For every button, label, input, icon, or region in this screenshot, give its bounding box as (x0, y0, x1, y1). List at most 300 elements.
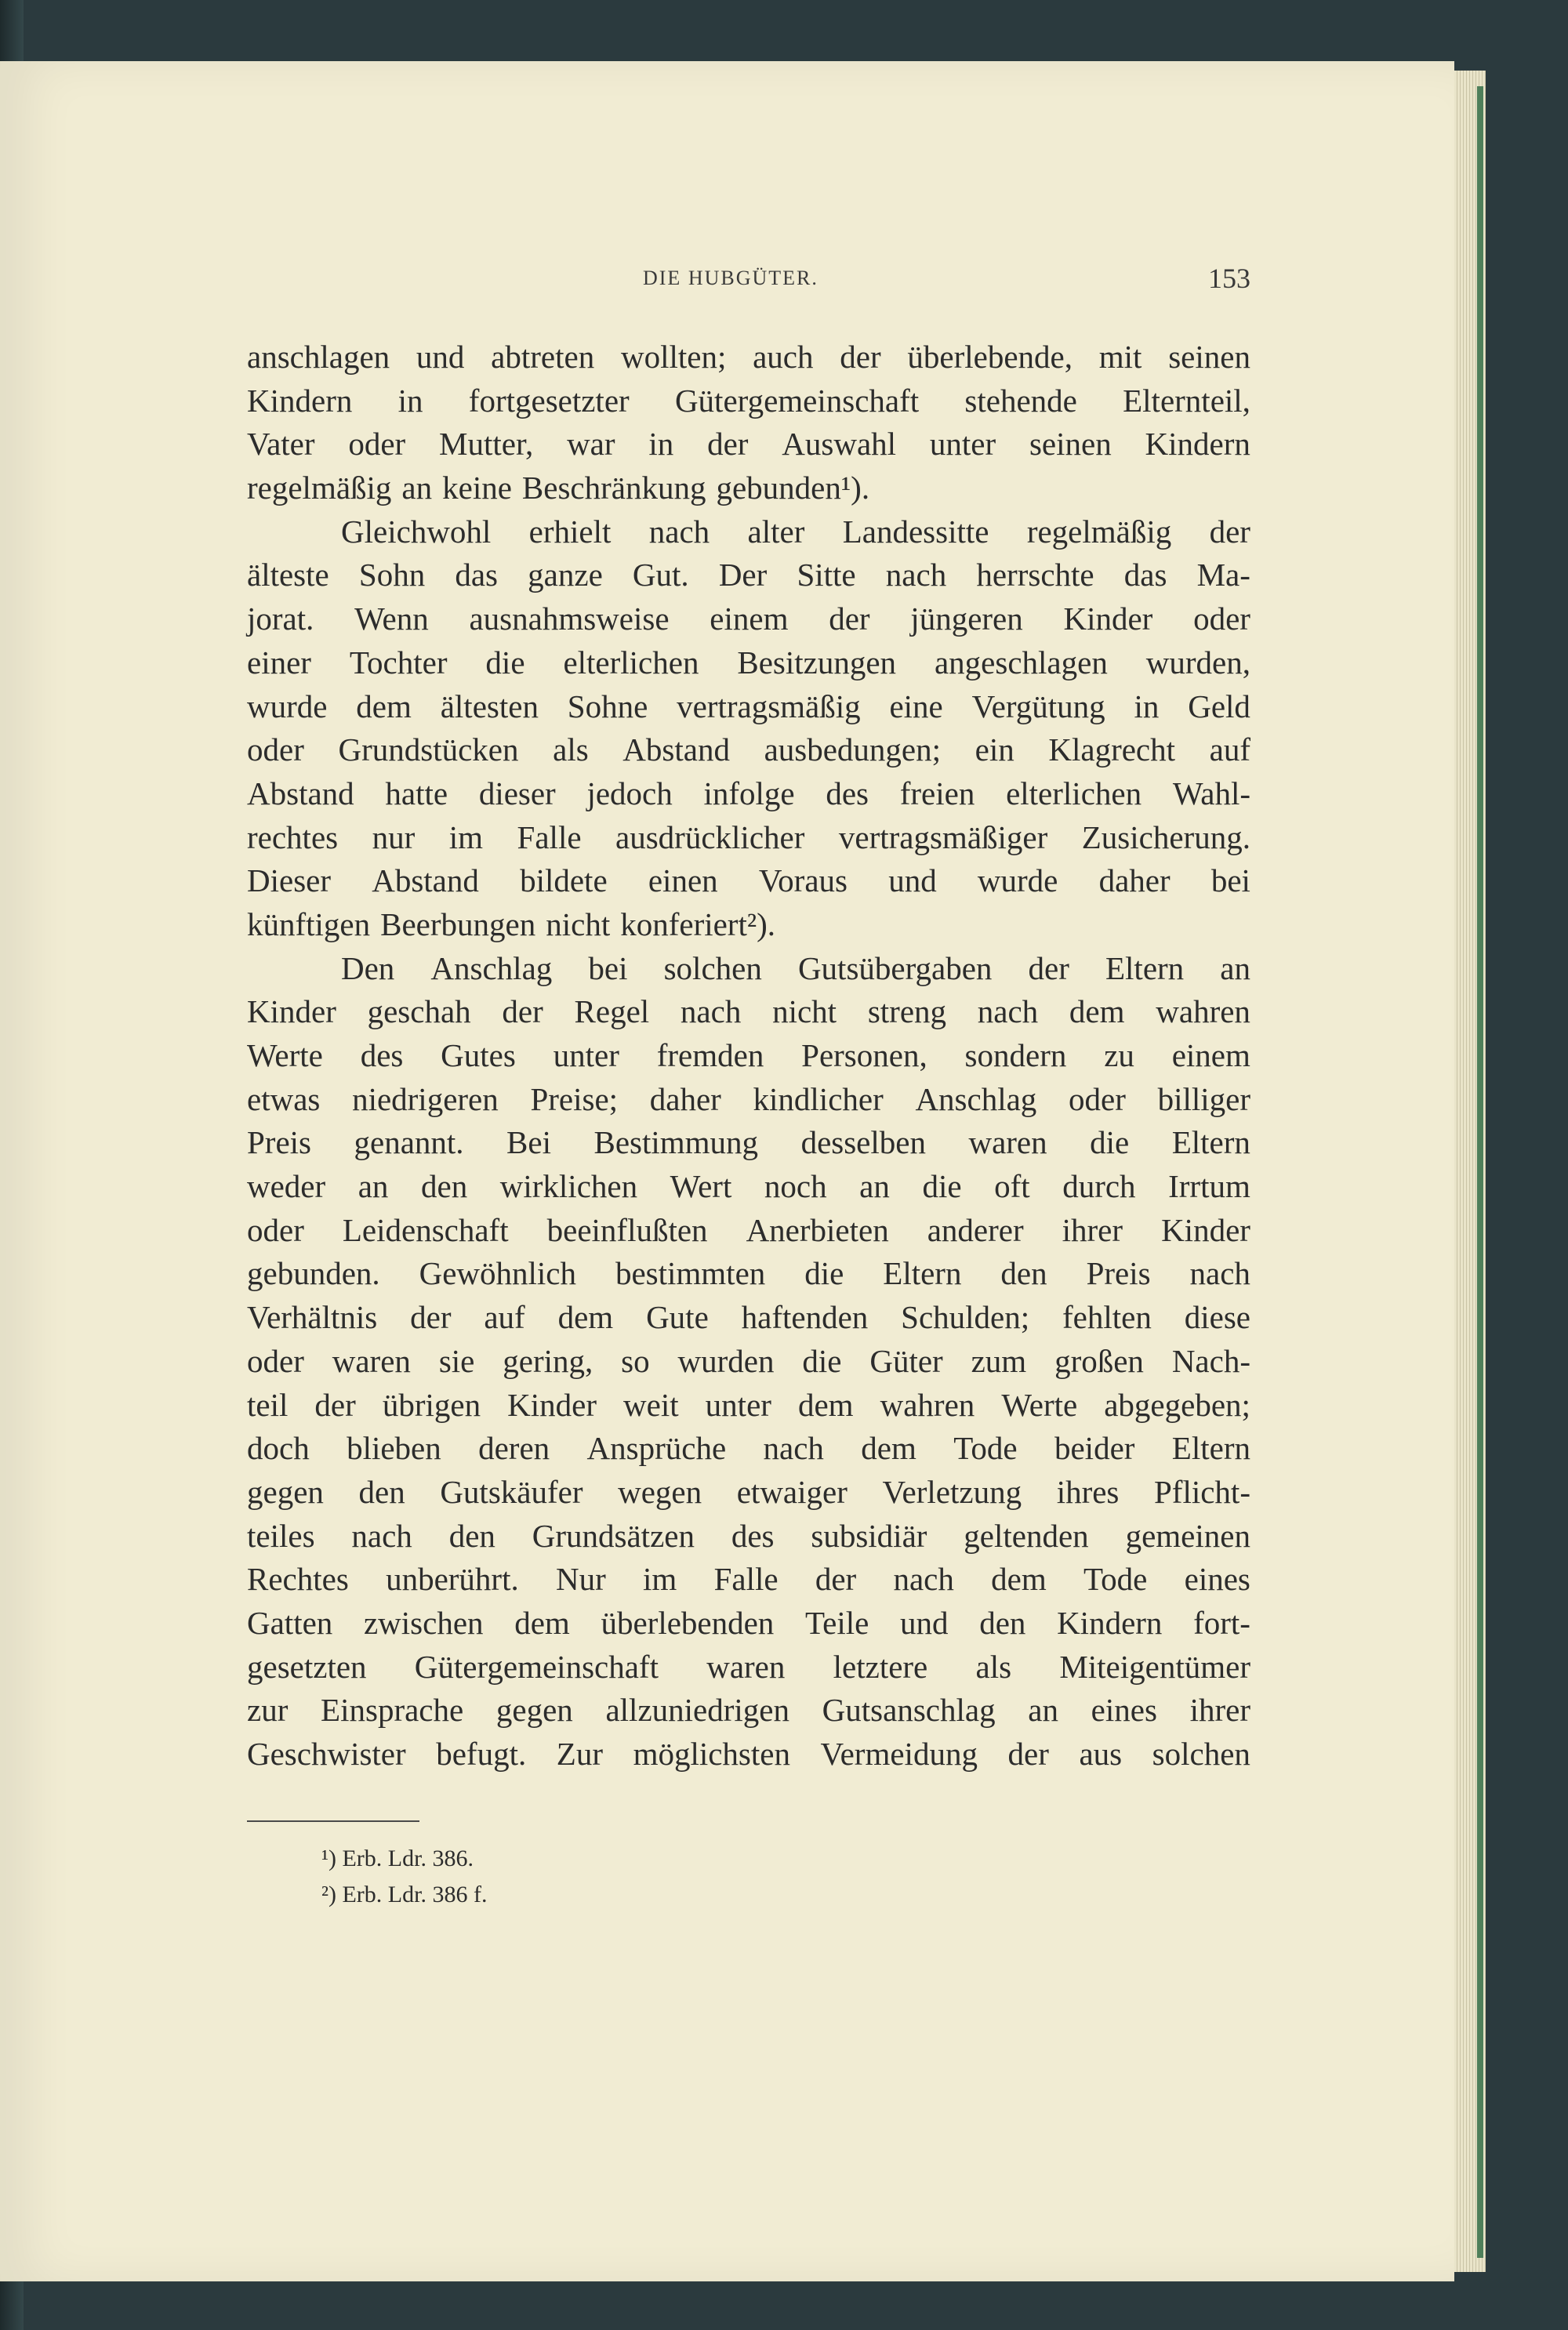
word: eines (1091, 1692, 1157, 1729)
text-line (247, 423, 1250, 466)
word: Kinder (247, 993, 336, 1030)
word: ihrer (1189, 1692, 1250, 1729)
text-line (247, 728, 1250, 772)
word: elterlichen (563, 644, 699, 680)
word: der (829, 601, 870, 637)
word: Gatten (247, 1604, 333, 1641)
text-line (247, 641, 1250, 685)
word: seinen (1168, 339, 1250, 375)
word: an (358, 1168, 389, 1205)
word: älteste (247, 557, 329, 593)
word: fort- (1193, 1604, 1250, 1641)
word: Wenn (354, 601, 429, 637)
word: subsidiär (811, 1517, 927, 1554)
word: teil (247, 1386, 289, 1423)
running-head (247, 263, 1250, 298)
word: unberührt. (386, 1561, 519, 1598)
word: einer (247, 644, 311, 680)
word: zwischen (363, 1604, 484, 1641)
word: wurden, (1145, 644, 1250, 680)
word: blieben (347, 1430, 441, 1467)
word: noch (764, 1168, 827, 1205)
text-line (247, 1384, 1250, 1428)
word: fremden (656, 1037, 764, 1073)
word: gegen (247, 1473, 324, 1510)
word: und (888, 862, 937, 899)
word: die (485, 644, 525, 680)
word: Gewöhnlich (419, 1255, 577, 1292)
word: die (802, 1342, 842, 1379)
word: einem (710, 601, 789, 637)
word: jorat. (247, 601, 314, 637)
word: das (455, 557, 499, 593)
word: solchen (663, 949, 762, 986)
word: als (975, 1648, 1012, 1685)
word: genannt. (354, 1124, 464, 1161)
word: überlebenden (601, 1604, 775, 1641)
word: Wahl- (1172, 775, 1250, 811)
word: daher (649, 1080, 721, 1117)
word: Verhältnis (247, 1299, 378, 1336)
word: Regel (574, 993, 650, 1030)
word: etwas (247, 1080, 321, 1117)
word: Nur (555, 1561, 606, 1598)
word: bestimmten (615, 1255, 766, 1292)
footnotes (321, 1841, 487, 1913)
word: unter (553, 1037, 619, 1073)
word: wurden (677, 1342, 775, 1379)
word: allzuniedrigen (605, 1692, 789, 1729)
word: nicht (772, 993, 837, 1030)
word: Pflicht- (1154, 1473, 1250, 1510)
word: den (448, 1517, 495, 1554)
word: Gute (646, 1299, 709, 1336)
text-line (247, 685, 1250, 729)
word: Gütergemeinschaft (414, 1648, 659, 1685)
word: anderer (927, 1211, 1024, 1248)
word: Kindern (1057, 1604, 1163, 1641)
word: beeinflußten (546, 1211, 708, 1248)
word: aus (1079, 1736, 1123, 1772)
word: vertragsmäßiger (838, 818, 1048, 855)
word: der (410, 1299, 452, 1336)
word: haftenden (741, 1299, 869, 1336)
word: Anschlag (430, 949, 553, 986)
word: gebunden¹). (716, 470, 870, 506)
word: großen (1054, 1342, 1144, 1379)
word: stehende (964, 382, 1077, 419)
word: keine (442, 470, 512, 506)
word: waren (332, 1342, 411, 1379)
text-line (247, 903, 1250, 947)
word: Güter (869, 1342, 943, 1379)
text-line (247, 1689, 1250, 1733)
word: fehlten (1062, 1299, 1152, 1336)
word: Tode (953, 1430, 1018, 1467)
word: beider (1054, 1430, 1135, 1467)
word: Abstand (622, 731, 730, 768)
word: etwaiger (736, 1473, 848, 1510)
word: Eltern (883, 1255, 962, 1292)
text-line (247, 1515, 1250, 1559)
word: nicht (546, 906, 611, 942)
word: gemeinen (1125, 1517, 1250, 1554)
running-title: DIE HUBGÜTER. (643, 267, 818, 289)
word: angeschlagen (934, 644, 1108, 680)
word: Schulden; (901, 1299, 1030, 1336)
word: jüngeren (910, 601, 1023, 637)
word: Eltern (1105, 949, 1185, 986)
text-line (247, 1733, 1250, 1777)
word: gegen (495, 1692, 573, 1729)
word: wahren (880, 1386, 975, 1423)
word: einen (648, 862, 718, 899)
word: sondern (964, 1037, 1067, 1073)
word: Teile (804, 1604, 869, 1641)
word: des (731, 1517, 775, 1554)
word: geschah (367, 993, 471, 1030)
word: bildete (520, 862, 608, 899)
word: Vergütung (971, 688, 1105, 724)
word: dem (797, 1386, 854, 1423)
word: Dieser (247, 862, 332, 899)
word: Anschlag (915, 1080, 1037, 1117)
word: Geschwister (247, 1736, 406, 1772)
word: Sohn (358, 557, 426, 593)
word: übrigen (382, 1386, 481, 1423)
word: oder (247, 1211, 304, 1248)
word: Gutskäufer (440, 1473, 583, 1510)
word: ausnahmsweise (469, 601, 670, 637)
word: Wert (670, 1168, 732, 1205)
word: den (979, 1604, 1026, 1641)
footnote-text: Erb. Ldr. 386 f. (342, 1882, 488, 1907)
word: einem (1171, 1037, 1250, 1073)
word: Elternteil, (1123, 382, 1250, 419)
word: der (1028, 949, 1069, 986)
word: Eltern (1171, 1124, 1250, 1161)
word: der (707, 426, 749, 463)
text-line (247, 336, 1250, 379)
text-line (247, 816, 1250, 860)
word: solchen (1152, 1736, 1250, 1772)
word: dieser (478, 775, 556, 811)
footnote (321, 1841, 487, 1877)
word: diese (1184, 1299, 1250, 1336)
word: Werte (1001, 1386, 1078, 1423)
word: Leidenschaft (342, 1211, 509, 1248)
word: Falle (517, 818, 582, 855)
word: Landessitte (842, 513, 989, 550)
footnote (321, 1877, 487, 1913)
word: Bei (506, 1124, 551, 1161)
word: der (1007, 1736, 1049, 1772)
word: ausbedungen; (764, 731, 942, 768)
word: Ansprüche (586, 1430, 727, 1467)
footnote-marker: ¹) (321, 1845, 336, 1871)
word: der (502, 993, 543, 1030)
word: alter (747, 513, 805, 550)
word: erhielt (528, 513, 612, 550)
text-line (247, 1427, 1250, 1471)
word: nach (763, 1430, 824, 1467)
text-line (247, 510, 1250, 554)
page-number: 153 (1208, 263, 1250, 294)
word: waren (968, 1124, 1047, 1161)
word: wollten; (620, 339, 727, 375)
word: Gutes (441, 1037, 516, 1073)
word: infolge (703, 775, 795, 811)
word: eine (889, 688, 943, 724)
word: Kinder (507, 1386, 597, 1423)
word: mit (1098, 339, 1142, 375)
word: künftigen (247, 906, 371, 942)
word: möglichsten (633, 1736, 790, 1772)
word: dem (861, 1430, 916, 1467)
word: wahren (1156, 993, 1250, 1030)
word: desselben (800, 1124, 926, 1161)
word: oft (994, 1168, 1030, 1205)
word: Vater (247, 426, 315, 463)
word: fortgesetzter (468, 382, 630, 419)
word: des (826, 775, 869, 811)
word: ihres (1056, 1473, 1120, 1510)
word: herrschte (976, 557, 1094, 593)
word: oder (247, 1342, 304, 1379)
text-line (247, 947, 1250, 991)
word: geltenden (964, 1517, 1089, 1554)
word: durch (1062, 1168, 1136, 1205)
footnote-text: Erb. Ldr. 386. (342, 1845, 474, 1871)
word: überlebende, (907, 339, 1073, 375)
word: doch (247, 1430, 310, 1467)
text-line (247, 859, 1250, 903)
word: Zur (556, 1736, 603, 1772)
word: Gutsanschlag (822, 1692, 996, 1729)
word: weder (247, 1168, 326, 1205)
word: Miteigentümer (1059, 1648, 1250, 1685)
word: dem (1069, 993, 1125, 1030)
word: nach (885, 557, 947, 593)
word: Auswahl (782, 426, 897, 463)
word: seinen (1029, 426, 1112, 463)
footnote-rule (247, 1820, 419, 1822)
word: jedoch (586, 775, 673, 811)
word: Gütergemeinschaft (674, 382, 920, 419)
word: Werte (247, 1037, 323, 1073)
word: Gut. (632, 557, 689, 593)
text-line (247, 1646, 1250, 1689)
word: den (421, 1168, 468, 1205)
word: elterlichen (1006, 775, 1142, 811)
word: waren (706, 1648, 786, 1685)
word: Kinder (1063, 601, 1153, 637)
word: der (815, 1561, 857, 1598)
word: Geld (1188, 688, 1250, 724)
word: in (1134, 688, 1160, 724)
word: das (1123, 557, 1167, 593)
text-line (247, 466, 1250, 510)
word: auch (753, 339, 814, 375)
word: Mutter, (439, 426, 534, 463)
word: dem (356, 688, 412, 724)
word: und (416, 339, 465, 375)
word: und (900, 1604, 949, 1641)
word: abgegeben; (1104, 1386, 1250, 1423)
word: wurde (977, 862, 1058, 899)
word: Rechtes (247, 1561, 349, 1598)
word: im (643, 1561, 677, 1598)
body-text (247, 336, 1250, 1777)
word: weit (623, 1386, 679, 1423)
text-line (247, 772, 1250, 816)
page-edge-green-stripe (1477, 86, 1483, 2258)
word: Den (341, 949, 395, 986)
word: zur (247, 1692, 289, 1729)
word: dem (991, 1561, 1047, 1598)
word: so (621, 1342, 650, 1379)
word: Ma- (1196, 557, 1250, 593)
word: der (840, 339, 881, 375)
word: ihrer (1062, 1211, 1123, 1248)
word: dem (557, 1299, 614, 1336)
text-line (247, 990, 1250, 1034)
word: freien (899, 775, 975, 811)
word: Kinder (1161, 1211, 1250, 1248)
word: Irrtum (1168, 1168, 1250, 1205)
word: die (1090, 1124, 1130, 1161)
text-line (247, 1602, 1250, 1646)
word: nach (648, 513, 710, 550)
word: Vermeidung (820, 1736, 978, 1772)
word: zu (1104, 1037, 1134, 1073)
word: Eltern (1171, 1430, 1250, 1467)
word: anschlagen (247, 339, 390, 375)
word: unter (929, 426, 996, 463)
word: billiger (1157, 1080, 1250, 1117)
word: auf (1209, 731, 1250, 768)
word: Tode (1083, 1561, 1148, 1598)
word: in (648, 426, 674, 463)
word: an (1028, 1692, 1058, 1729)
word: nach (893, 1561, 954, 1598)
word: den (358, 1473, 405, 1510)
word: letztere (833, 1648, 928, 1685)
word: nach (1189, 1255, 1250, 1292)
word: wirklichen (499, 1168, 638, 1205)
word: ausdrücklicher (615, 818, 805, 855)
word: Abstand (247, 775, 354, 811)
word: an (859, 1168, 890, 1205)
word: eines (1184, 1561, 1250, 1598)
word: rechtes (247, 818, 339, 855)
word: niedrigeren (352, 1080, 499, 1117)
word: Preis (247, 1124, 311, 1161)
text-line (247, 1165, 1250, 1209)
word: Sitte (797, 557, 856, 593)
text-line (247, 1340, 1250, 1384)
word: konferiert²). (620, 906, 776, 942)
word: unter (705, 1386, 771, 1423)
word: oder (1193, 601, 1250, 637)
word: streng (867, 993, 947, 1030)
word: Abstand (372, 862, 479, 899)
word: ein (975, 731, 1014, 768)
word: Nach- (1171, 1342, 1250, 1379)
word: Beerbungen (380, 906, 536, 942)
word: Gleichwohl (341, 513, 492, 550)
word: sie (438, 1342, 475, 1379)
word: kindlicher (753, 1080, 884, 1117)
word: an (401, 470, 433, 506)
text-line (247, 1078, 1250, 1122)
text-line (247, 379, 1250, 423)
word: ältesten (440, 688, 539, 724)
word: Beschränkung (521, 470, 706, 506)
text-line (247, 553, 1250, 597)
text-line (247, 1034, 1250, 1078)
word: Sohne (567, 688, 648, 724)
word: ganze (528, 557, 603, 593)
word: wurde (247, 688, 328, 724)
word: die (804, 1255, 844, 1292)
word: regelmäßig (247, 470, 392, 506)
word: gesetzten (247, 1648, 367, 1685)
word: war (567, 426, 615, 463)
word: Tochter (349, 644, 448, 680)
word: als (553, 731, 589, 768)
word: Zusicherung. (1081, 818, 1250, 855)
word: hatte (385, 775, 448, 811)
word: wegen (618, 1473, 702, 1510)
word: auf (484, 1299, 525, 1336)
footnote-marker: ²) (321, 1882, 336, 1907)
word: daher (1098, 862, 1171, 899)
word: in (397, 382, 423, 419)
text-line (247, 1471, 1250, 1515)
word: abtreten (491, 339, 595, 375)
word: Der (718, 557, 768, 593)
word: Bestimmung (593, 1124, 759, 1161)
word: Personen, (801, 1037, 927, 1073)
word: die (922, 1168, 962, 1205)
word: nach (680, 993, 742, 1030)
word: nur (372, 818, 416, 855)
word: Grundstücken (338, 731, 519, 768)
word: Anerbieten (746, 1211, 889, 1248)
word: gebunden. (247, 1255, 380, 1292)
word: oder (348, 426, 406, 463)
text-line (247, 1209, 1250, 1253)
word: der (1209, 513, 1250, 550)
word: Grundsätzen (532, 1517, 695, 1554)
word: Gutsübergaben (797, 949, 993, 986)
word: oder (247, 731, 304, 768)
word: der (314, 1386, 356, 1423)
word: des (360, 1037, 404, 1073)
word: Preise; (530, 1080, 619, 1117)
word: Kindern (247, 382, 353, 419)
word: oder (1069, 1080, 1126, 1117)
word: vertragsmäßig (677, 688, 861, 724)
word: befugt. (436, 1736, 527, 1772)
word: dem (514, 1604, 570, 1641)
word: bei (1210, 862, 1250, 899)
text-line (247, 1121, 1250, 1165)
word: an (1220, 949, 1250, 986)
text-line (247, 1558, 1250, 1602)
word: bei (588, 949, 628, 986)
